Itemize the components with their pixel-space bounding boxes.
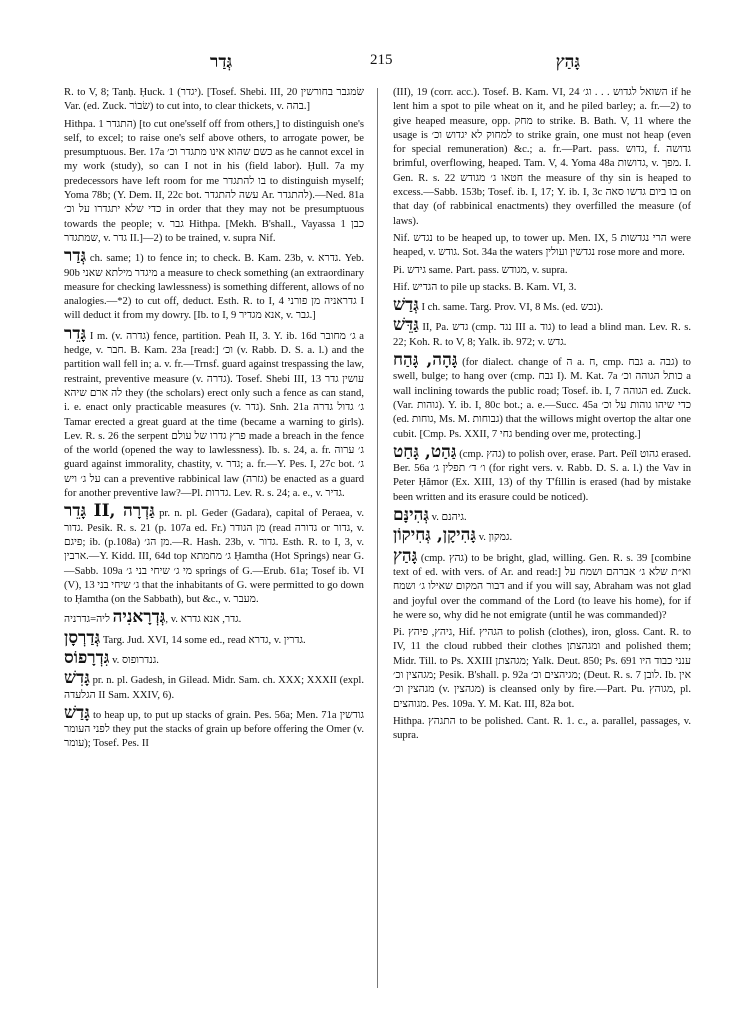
entry-text: (cmp. גהץ) to polish over, erase. Part. Peïl גהוט erased. Ber. 56a ו׳ ד׳ תפלין ג׳ (for right vers. v. Rabb. D. S. a. l.) the Vav in Peter Ḥămor (Ex. XIII, 13) of thy T'fillin is erased (had by mistake been written and its erasure could be noticed). [393,448,692,503]
dictionary-entry [64,501,365,607]
dictionary-entry [393,264,691,278]
dictionary-entry [64,246,365,323]
dictionary-entry [393,626,691,712]
dictionary-entry [393,545,692,623]
running-headword-right: גָּהַץ [555,52,580,71]
entry-text: (for dialect. change of ה a. ח, cmp. גבח a. גבה) to swell, bulge; to hang over (cmp. גבח I). M. Kat. 7a כותל הגוהה וכ׳ a wall inclining towards the public road; Tosef. ib. I, 7 הגוהה ed. Zuck. (Var. גוהות). Y. ib. I, 80c bot.; a. e.—Succ. 45a כדי שיהו גוהות על וכ׳ (ed. גוחות, Ms. M. גבוחות) that the willows might overtop the altar one cubit. [Cmp. Ps. XXII, 7 גחי bending over me, protecting.] [393,357,692,440]
entry-lemma: גָּדֵר [64,323,87,344]
dictionary-entry [393,86,691,229]
page-header [60,52,700,74]
entry-text: to heap up, to put up stacks of grain. Pes. 56a; Men. 71a גודשין לפני העומר they put the stacks of grain up before offering the Omer (v. עומר); Tosef. Pes. II [64,709,364,750]
entry-text: v. גנדרופוס. [112,654,159,666]
entry-lemma: גְּדַשׁ [393,295,419,316]
entry-text: (III), 19 (corr. acc.). Tosef. B. Kam. VI, 24 השואל לגדוש . . . וג׳ if he lent him a spot to pile wheat on it, and he piled barley; a. fr.—2) to give heaped measure, opp. מחק to strike. B. Bath. V, 11 where the usage is למחוק לא יגדוש וכ׳ to strike grain, one must not heap (even for special remuneration) &c.; a. fr.—Part. pass. גדוש, f. גדושה brimful, overflowing, heaped. Tam. V, 4. Yoma 48a גדושות, v. מפך. I. Gen. R. s. 22 חטאו ג׳ מגודש the measure of thy sin is heaped to excess.—Sabb. 153b; Tosef. ib. I, 17; Y. ib. I, 3c בו ביום גדשו סאה on that day (of rabbinical enactments) they overfilled the measure (of laws). [393,87,692,227]
entry-lemma: גָּדַשׁ [64,702,90,723]
entry-lemma: גְּדְרָאנִיה [112,607,166,628]
entry-lemma: גְּהִינָּם [393,505,429,526]
dictionary-entry [64,86,364,115]
entry-lemma: גָּהִיקָן, גְּחִיקוֹן [393,525,477,546]
running-headword-left: גְּדַר [210,52,233,71]
entry-text: v. גמקון. [478,532,513,544]
entry-lemma: גַּהַט, גָּחַט [393,441,457,462]
dictionary-entry [393,505,691,526]
entry-text: v. גיהנם. [431,512,467,524]
entry-text: II, Pa. גדש (cmp. נגד III a. גוד) to lead a blind man. Lev. R. s. 22; Koh. R. to V, 8; Yalk. ib. 972; v. גדש. [393,322,692,348]
dictionary-entry [64,647,364,668]
entry-lemma: גְּדַרְסָן [64,627,101,648]
dictionary-entry [64,118,364,247]
entry-text: Targ. Jud. XVI, 14 some ed., read גדרא, v. גדרין. [102,634,306,646]
entry-text: Hithpa. התגדר 1) [to cut one'sself off from others,] to distinguish one's self, to excel; to raise one's self above others, to arrogate power, be presumptuous. Ber. 17a כשם שהוא אינו מתגדר וכ׳ as he cannot excel in my work (study), so can I not in his (field labor). Ḥull. 7a my predecessors have left room for me בו להתגדר to distinguish myself; Yoma 78b; (Y. Dem. II, 22c bot. עשה להתגדר Ar. להתגדר).—Ned. 81a כדי שלא יתגדרו על וכ׳ in order that they may not be presumptuous towards the people; v. גבר Hithpa. [Mekh. B'shall., Vayassa 1 כבן שמתגדר, v. גדר II.]—2) to be trained, v. supra Nif. [64,118,365,244]
entry-text: ליה=גדרניה, v. גדר, אנא גדרא. [64,614,242,626]
dictionary-entry [393,295,691,316]
entry-lemma: גָּהָה, גָּהַח [393,350,458,371]
entry-lemma: גָּדִשׁ [64,668,90,689]
entry-text: ch. same; 1) to fence in; to check. B. Kam. 23b, v. גדרא. Yeb. 90b מיגדר מילתא שאני a measure to check something (an extraordinary measure for checking lawlessness) is something different, allows of no analogies.—*2) to cut off, deduct. Esth. R. to I, 4 גדראניה מן פורני I will deduct it from my dowry. [Ib. to I, 9 אנא מגדיר, v. גבר.] [64,253,365,322]
right-column [393,86,691,746]
dictionary-entry [393,281,691,295]
dictionary-entry [393,715,691,744]
entry-text: I ch. same. Targ. Prov. VI, 8 Ms. (ed. נכש). [421,302,604,314]
entry-lemma: גָּהַץ [393,545,418,566]
dictionary-entry [64,607,364,628]
entry-text: pr. n. pl. Geder (Gadara), capital of Peraea, v. גדור. Pesik. R. s. 21 (p. 107a ed. Fr.) מן הגודר (read גדורה or גדור, v. פיגם; ib. (p.108a) מן הג׳.—R. Hash. 23b, v. גדור. Esth. R. to I, 3, v. ארבין.—Y. Kidd. III, 64d top ג׳ מחמתא Ḥamtha (Hot Springs) near G.—Sabb. 109a מי ג׳ שיחי בני ג׳ springs of G.—Erub. 61a; Tosef ib. VI (V), 13 ג׳ שיחי בני that the inhabitants of G. were permitted to go down to Ḥamtha (on the Sabbath), but &c., v. מעבר. [64,508,365,606]
dictionary-entry [64,627,364,648]
entry-text: Nif. נגדש to be heaped up, to tower up. Men. IX, 5 הרי נגדשות were heaped, v. גודש. Sot. 34a the waters נגדשין ועולין rose more and more. [393,232,691,259]
column-divider [377,88,378,988]
dictionary-entry [393,441,692,505]
entry-text: I m. (v. גדרה) fence, partition. Peah II, 3. Y. ib. 16d ג׳ מחובר a hedge, v. חבר. B. Kam. 23a [read:] וכ׳ (v. Rabb. D. S. a. l.) and the partition wall fell in; a. v. fr.—Trnsf. guard against trespassing the law, restraint, preventive measure (v. גדרה). Tosef. Shebi III, 13 עושין גדר לה ארם שיהא they (the scholars) erect only such a fence as can stand, i. e. enact only practicable measures (v. גדר). Snh. 21a ג׳ גדול גדרה Tamar erected a great guard at the time (became a warning to girls). Lev. R. s. 26 the serpent פרץ גדרו של עולם made a breach in the fence of the world (opened the way to lawlessness). Ib. s. 24, a. fr. ג׳ ערוה guard against immorality, chastity, v. גדר; a. fr.—Y. Pes. I, 27c bot. ג׳ על ג׳ ויש can a preventive rabbinical law (גזרה) be enacted as a guard for another preventive law?—Pl. גדרות. Lev. R. s. 24; a. e., v. גדיר. [64,330,365,500]
dictionary-entry [393,315,692,350]
dictionary-entry [393,232,691,261]
entry-text: R. to V, 8; Tanḥ. Ḥuck. 1 (יגדר). [Tosef. Shebi. III, 20 שׂמגבר בחורשין Var. (ed. Zuck. שׂבוֹר) to cut into, to clear thickets, v. בהה.] [64,87,364,113]
entry-text: Hithpa. התגהץ to be polished. Cant. R. 1. c., a. parallel, passages, v. supra. [393,715,692,742]
entry-text: Hif. הגדיש to pile up stacks. B. Kam. VI, 3. [393,281,577,293]
dictionary-entry [393,525,691,546]
entry-lemma: גָּדֵר II, גַּדְרָה [64,501,155,522]
dictionary-entry [393,350,692,442]
entry-lemma: גְּדַר [64,246,87,267]
page-number: 215 [370,52,393,68]
dictionary-entry [64,702,364,752]
entry-text: (cmp. גהץ) to be bright, glad, willing. Gen. R. s. 39 [combine text of ed. with vers. of Ar. and read:] וא״ת שלא ג׳ אברהם ושמח על דבור המקום שאילו ג׳ ושמח and if you will say, Abraham was not glad and joyful over the command of the Lord (to leave his home), for if he were so, why did he not emigrate (until he was commanded)? [393,552,692,621]
entry-text: Pi. גידש same. Part. pass. מגודש, v. supra. [393,264,568,276]
dictionary-entry [64,668,364,703]
entry-lemma: גִּדְרָפוֹס [64,647,110,668]
entry-text: pr. n. pl. Gadesh, in Gilead. Midr. Sam. ch. XXX; XXXII (expl. הגלעדה II Sam. XXIV, 6). [64,675,364,701]
entry-lemma: גַּדֵּשׁ [393,315,419,336]
left-column [64,86,364,755]
dictionary-entry [64,323,365,502]
entry-text: Pi. גיהץ, פיהץ, Hif. הגהיץ to polish (clothes), iron, gloss. Cant. R. to IV, 11 the cloud rubbed their clothes ומגהצתן and polished them; Midr. Till. to Ps. XXIII מגהצתן; Yalk. Deut. 850; Ps. 691 ענני כבוד היו מגהצין וכ׳; Pesik. B'shall. p. 92a מגיהצים וכ׳; (Deut. R. s. 7 לובן. Ib. אין מגהצין וכ׳ (v. מגהצין) is cleansed only by fire.—Part. Pu. מגוהץ, pl. מגוהצים. Pes. 109a. Y. M. Kat. III, 82a bot. [393,627,692,710]
